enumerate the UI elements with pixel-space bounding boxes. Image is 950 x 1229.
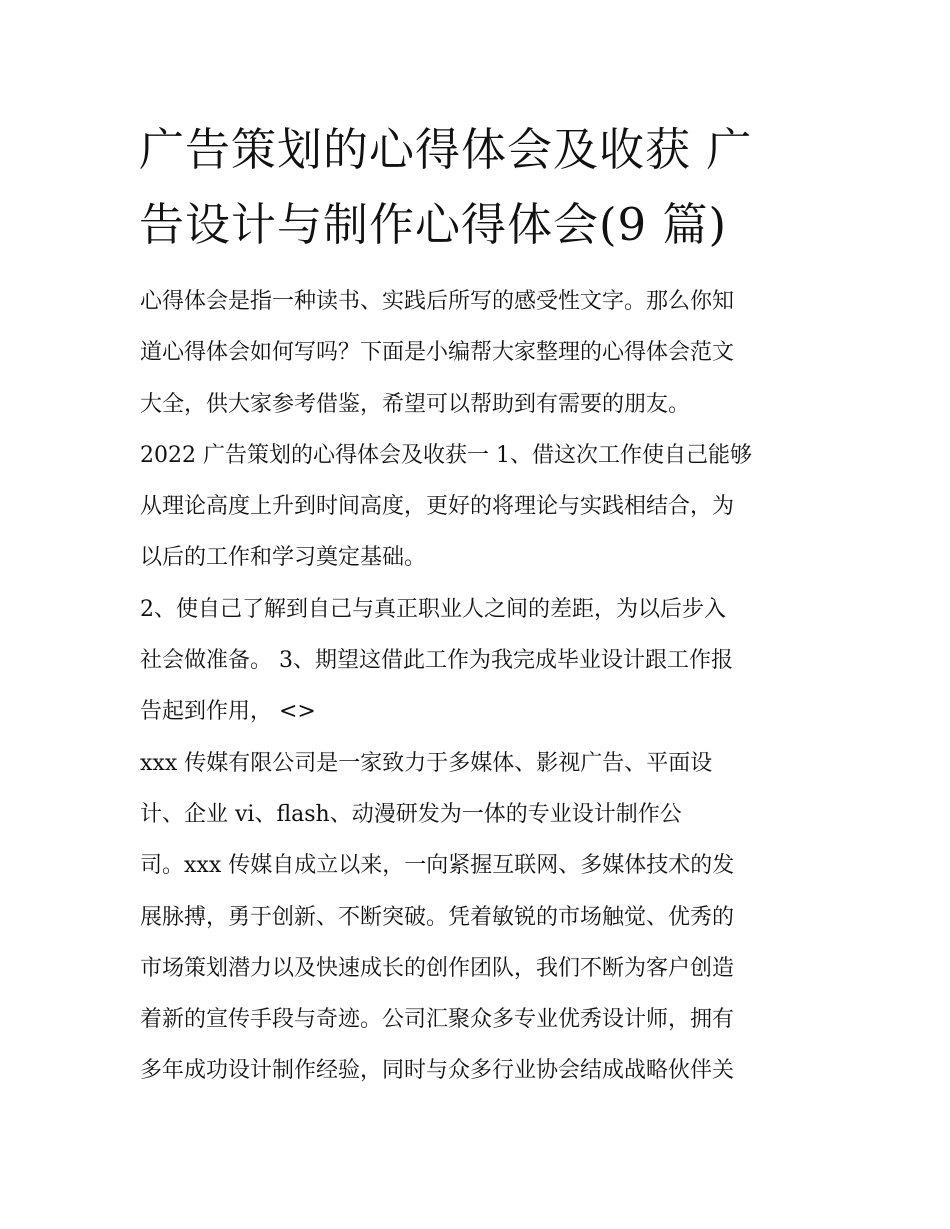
body-line: 心得体会是指一种读书、实践后所写的感受性文字。那么你知 <box>140 289 735 314</box>
body-line: 大全，供大家参考借鉴，希望可以帮助到有需要的朋友。 <box>140 391 691 417</box>
body-line: 2、使自己了解到自己与真正职业人之间的差距，为以后步入 <box>140 596 726 622</box>
document-body <box>140 276 830 1097</box>
body-line: 市场策划潜力以及快速成长的创作团队，我们不断为客户创造 <box>140 955 735 981</box>
body-line: 着新的宣传手段与奇迹。公司汇聚众多专业优秀设计师，拥有 <box>140 1007 735 1033</box>
body-line: 多年成功设计制作经验，同时与众多行业协会结成战略伙伴关 <box>140 1058 735 1084</box>
body-line: 展脉搏，勇于创新、不断突破。凭着敏锐的市场触觉、优秀的 <box>140 904 735 930</box>
title-line: 告设计与制作心得体会(9 篇) <box>139 198 728 251</box>
body-line: 司。xxx 传媒自成立以来，一向紧握互联网、多媒体技术的发 <box>140 853 735 879</box>
body-line: 社会做准备。 3、期望这借此工作为我完成毕业设计跟工作报 <box>140 648 733 674</box>
title-line: 广告策划的心得体会及收获 广 <box>139 123 753 176</box>
body-line: 道心得体会如何写吗？下面是小编帮大家整理的心得体会范文 <box>140 340 735 366</box>
body-line: xxx 传媒有限公司是一家致力于多媒体、影视广告、平面设 <box>140 750 713 776</box>
body-line: 告起到作用， <> <box>140 699 316 725</box>
body-line: 计、企业 vi、flash、动漫研发为一体的专业设计制作公 <box>140 801 682 827</box>
document-title <box>139 112 829 262</box>
body-line: 2022 广告策划的心得体会及收获一 1、借这次工作使自己能够 <box>140 442 752 468</box>
body-line: 以后的工作和学习奠定基础。 <box>140 545 427 571</box>
body-line: 从理论高度上升到时间高度，更好的将理论与实践相结合，为 <box>140 494 735 520</box>
